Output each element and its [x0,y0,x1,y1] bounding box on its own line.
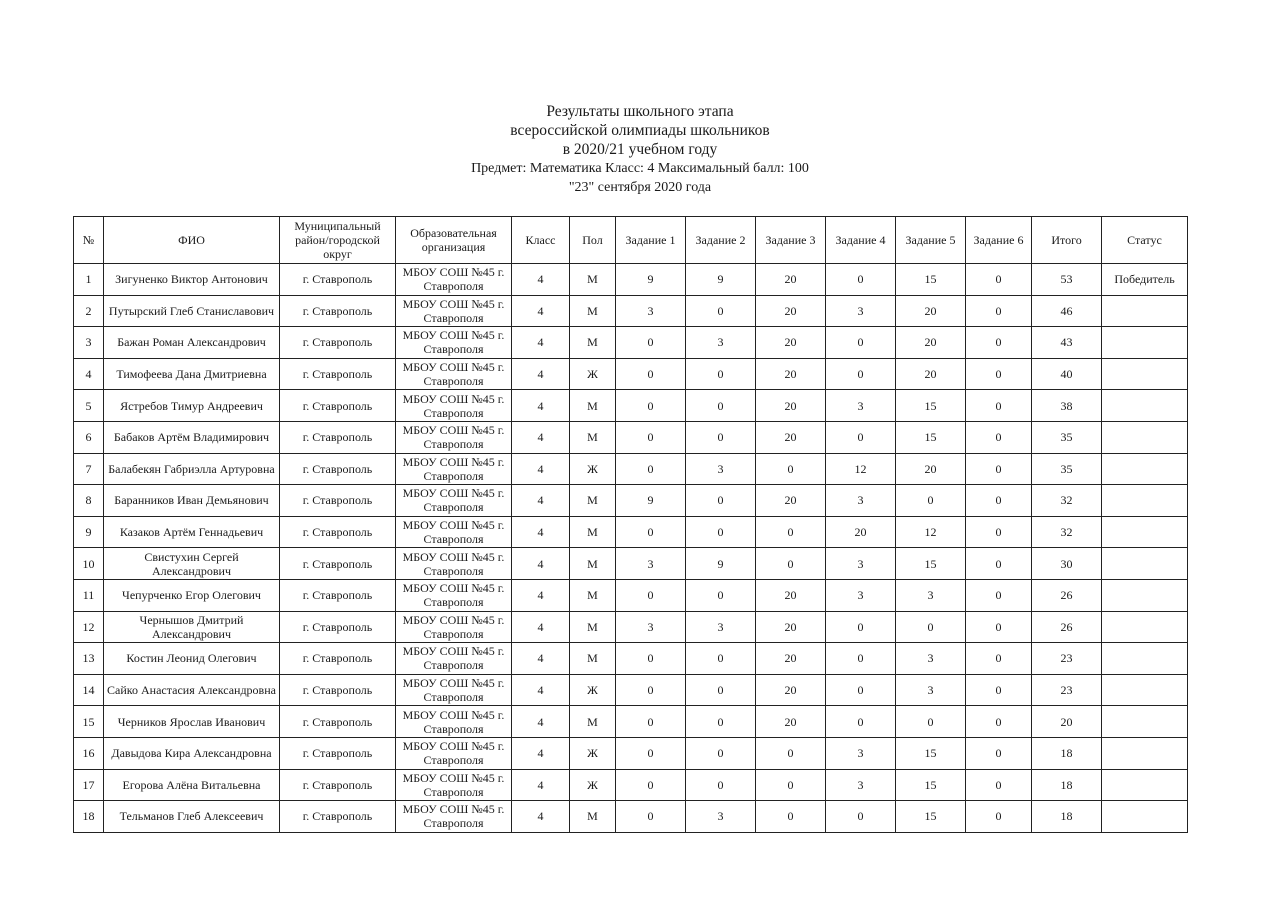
cell-number: 5 [74,390,104,422]
cell-total: 26 [1032,579,1102,611]
cell-gender: М [570,801,616,833]
cell-organization: МБОУ СОШ №45 г. Ставрополя [396,706,512,738]
column-header-task-6: Задание 6 [966,217,1032,264]
cell-task-2: 0 [686,295,756,327]
column-header-total: Итого [1032,217,1102,264]
cell-municipality: г. Ставрополь [280,421,396,453]
cell-gender: Ж [570,358,616,390]
cell-organization: МБОУ СОШ №45 г. Ставрополя [396,611,512,643]
cell-task-4: 0 [826,358,896,390]
cell-status [1102,737,1188,769]
table-row [74,390,1188,422]
cell-task-5: 15 [896,769,966,801]
cell-organization: МБОУ СОШ №45 г. Ставрополя [396,264,512,296]
table-row [74,516,1188,548]
cell-task-2: 3 [686,801,756,833]
cell-task-1: 9 [616,485,686,517]
cell-number: 6 [74,421,104,453]
cell-task-4: 0 [826,421,896,453]
cell-fio: Тельманов Глеб Алексеевич [104,801,280,833]
cell-task-3: 20 [756,264,826,296]
cell-municipality: г. Ставрополь [280,579,396,611]
cell-task-4: 12 [826,453,896,485]
cell-total: 23 [1032,674,1102,706]
cell-number: 12 [74,611,104,643]
table-row [74,327,1188,359]
cell-number: 9 [74,516,104,548]
cell-task-1: 0 [616,390,686,422]
cell-total: 18 [1032,769,1102,801]
cell-grade: 4 [512,358,570,390]
column-header-organization: Образовательная организация [396,217,512,264]
cell-status [1102,358,1188,390]
cell-task-6: 0 [966,421,1032,453]
cell-total: 40 [1032,358,1102,390]
cell-task-5: 0 [896,706,966,738]
document-header [0,102,1280,197]
cell-number: 2 [74,295,104,327]
cell-task-3: 20 [756,358,826,390]
column-header-task-5: Задание 5 [896,217,966,264]
cell-task-4: 3 [826,295,896,327]
cell-task-5: 15 [896,421,966,453]
cell-municipality: г. Ставрополь [280,485,396,517]
cell-task-1: 0 [616,516,686,548]
cell-gender: М [570,516,616,548]
cell-grade: 4 [512,453,570,485]
cell-total: 32 [1032,485,1102,517]
cell-task-1: 0 [616,737,686,769]
cell-fio: Свистухин Сергей Александрович [104,548,280,580]
column-header-task-2: Задание 2 [686,217,756,264]
cell-fio: Чернышов Дмитрий Александрович [104,611,280,643]
cell-task-6: 0 [966,453,1032,485]
cell-task-6: 0 [966,643,1032,675]
cell-total: 43 [1032,327,1102,359]
cell-task-2: 0 [686,516,756,548]
cell-grade: 4 [512,674,570,706]
cell-task-2: 0 [686,643,756,675]
cell-number: 17 [74,769,104,801]
cell-number: 18 [74,801,104,833]
cell-fio: Давыдова Кира Александровна [104,737,280,769]
cell-task-3: 0 [756,548,826,580]
cell-grade: 4 [512,548,570,580]
cell-task-2: 0 [686,674,756,706]
cell-task-2: 0 [686,706,756,738]
table-row [74,579,1188,611]
cell-gender: М [570,485,616,517]
cell-organization: МБОУ СОШ №45 г. Ставрополя [396,643,512,675]
cell-municipality: г. Ставрополь [280,295,396,327]
cell-task-3: 20 [756,674,826,706]
cell-fio: Путырский Глеб Станиславович [104,295,280,327]
cell-number: 13 [74,643,104,675]
cell-status [1102,453,1188,485]
cell-organization: МБОУ СОШ №45 г. Ставрополя [396,579,512,611]
cell-task-2: 0 [686,485,756,517]
cell-status [1102,579,1188,611]
cell-task-6: 0 [966,390,1032,422]
cell-fio: Баранников Иван Демьянович [104,485,280,517]
cell-status [1102,516,1188,548]
title-line-3: в 2020/21 учебном году [562,141,718,158]
cell-task-3: 20 [756,390,826,422]
table-row [74,421,1188,453]
cell-task-3: 20 [756,643,826,675]
cell-grade: 4 [512,485,570,517]
cell-organization: МБОУ СОШ №45 г. Ставрополя [396,358,512,390]
cell-status [1102,674,1188,706]
cell-task-5: 0 [896,485,966,517]
column-header-fio: ФИО [104,217,280,264]
cell-status [1102,801,1188,833]
cell-municipality: г. Ставрополь [280,801,396,833]
cell-organization: МБОУ СОШ №45 г. Ставрополя [396,295,512,327]
cell-task-6: 0 [966,579,1032,611]
cell-municipality: г. Ставрополь [280,264,396,296]
table-row [74,548,1188,580]
cell-task-4: 3 [826,390,896,422]
cell-task-4: 3 [826,769,896,801]
cell-fio: Зигуненко Виктор Антонович [104,264,280,296]
cell-status [1102,485,1188,517]
cell-task-5: 15 [896,264,966,296]
cell-task-5: 15 [896,801,966,833]
cell-gender: М [570,264,616,296]
cell-total: 26 [1032,611,1102,643]
cell-municipality: г. Ставрополь [280,358,396,390]
cell-task-2: 3 [686,611,756,643]
cell-gender: Ж [570,737,616,769]
cell-total: 38 [1032,390,1102,422]
cell-task-1: 0 [616,421,686,453]
cell-grade: 4 [512,769,570,801]
cell-task-6: 0 [966,674,1032,706]
cell-task-5: 12 [896,516,966,548]
cell-status [1102,643,1188,675]
cell-task-3: 20 [756,421,826,453]
cell-task-5: 3 [896,579,966,611]
cell-organization: МБОУ СОШ №45 г. Ставрополя [396,801,512,833]
cell-total: 35 [1032,453,1102,485]
cell-task-1: 3 [616,611,686,643]
cell-grade: 4 [512,737,570,769]
cell-total: 35 [1032,421,1102,453]
cell-gender: М [570,579,616,611]
cell-task-5: 15 [896,390,966,422]
column-header-municipality: Муниципальный район/городской округ [280,217,396,264]
cell-task-5: 15 [896,737,966,769]
cell-total: 18 [1032,801,1102,833]
cell-status [1102,706,1188,738]
cell-task-2: 9 [686,548,756,580]
cell-number: 8 [74,485,104,517]
cell-task-1: 3 [616,548,686,580]
cell-task-5: 3 [896,643,966,675]
cell-task-6: 0 [966,327,1032,359]
cell-number: 3 [74,327,104,359]
cell-organization: МБОУ СОШ №45 г. Ставрополя [396,327,512,359]
cell-task-5: 3 [896,674,966,706]
table-row [74,674,1188,706]
cell-task-4: 3 [826,579,896,611]
cell-grade: 4 [512,327,570,359]
cell-fio: Тимофеева Дана Дмитриевна [104,358,280,390]
cell-task-5: 0 [896,611,966,643]
cell-task-4: 20 [826,516,896,548]
cell-organization: МБОУ СОШ №45 г. Ставрополя [396,453,512,485]
cell-total: 46 [1032,295,1102,327]
cell-task-4: 0 [826,643,896,675]
table-row [74,295,1188,327]
cell-fio: Черников Ярослав Иванович [104,706,280,738]
cell-gender: М [570,548,616,580]
cell-task-4: 3 [826,485,896,517]
cell-organization: МБОУ СОШ №45 г. Ставрополя [396,737,512,769]
cell-task-3: 0 [756,801,826,833]
cell-fio: Костин Леонид Олегович [104,643,280,675]
cell-gender: М [570,706,616,738]
cell-fio: Бабаков Артём Владимирович [104,421,280,453]
cell-task-4: 0 [826,674,896,706]
cell-gender: Ж [570,769,616,801]
table-row [74,643,1188,675]
cell-task-2: 0 [686,421,756,453]
cell-organization: МБОУ СОШ №45 г. Ставрополя [396,390,512,422]
cell-task-6: 0 [966,295,1032,327]
cell-gender: М [570,295,616,327]
cell-fio: Егорова Алёна Витальевна [104,769,280,801]
table-row [74,358,1188,390]
cell-fio: Бажан Роман Александрович [104,327,280,359]
table-row [74,453,1188,485]
cell-status [1102,327,1188,359]
cell-task-1: 0 [616,643,686,675]
cell-total: 18 [1032,737,1102,769]
cell-fio: Сайко Анастасия Александровна [104,674,280,706]
cell-status [1102,769,1188,801]
column-header-task-1: Задание 1 [616,217,686,264]
cell-total: 20 [1032,706,1102,738]
cell-status [1102,390,1188,422]
cell-municipality: г. Ставрополь [280,453,396,485]
cell-number: 7 [74,453,104,485]
cell-number: 10 [74,548,104,580]
cell-task-1: 0 [616,453,686,485]
cell-number: 15 [74,706,104,738]
cell-status [1102,611,1188,643]
cell-task-1: 0 [616,327,686,359]
cell-task-6: 0 [966,801,1032,833]
cell-task-1: 0 [616,674,686,706]
cell-task-3: 20 [756,295,826,327]
cell-municipality: г. Ставрополь [280,769,396,801]
cell-grade: 4 [512,579,570,611]
cell-fio: Балабекян Габриэлла Артуровна [104,453,280,485]
cell-task-4: 0 [826,611,896,643]
cell-gender: М [570,643,616,675]
cell-number: 11 [74,579,104,611]
cell-task-4: 3 [826,737,896,769]
cell-grade: 4 [512,706,570,738]
cell-task-5: 20 [896,295,966,327]
cell-municipality: г. Ставрополь [280,643,396,675]
cell-task-5: 20 [896,358,966,390]
date-line: "23" сентября 2020 года [568,180,712,195]
cell-task-1: 0 [616,358,686,390]
cell-fio: Ястребов Тимур Андреевич [104,390,280,422]
column-header-task-4: Задание 4 [826,217,896,264]
cell-number: 14 [74,674,104,706]
cell-task-1: 0 [616,769,686,801]
cell-municipality: г. Ставрополь [280,706,396,738]
table-row [74,801,1188,833]
cell-grade: 4 [512,643,570,675]
title-line-2: всероссийской олимпиады школьников [510,122,770,139]
cell-task-1: 0 [616,579,686,611]
cell-task-6: 0 [966,611,1032,643]
cell-task-6: 0 [966,548,1032,580]
cell-task-3: 20 [756,706,826,738]
cell-task-4: 0 [826,801,896,833]
cell-task-2: 0 [686,769,756,801]
cell-total: 30 [1032,548,1102,580]
cell-status: Победитель [1102,264,1188,296]
cell-status [1102,295,1188,327]
cell-task-3: 20 [756,611,826,643]
cell-organization: МБОУ СОШ №45 г. Ставрополя [396,548,512,580]
cell-task-2: 0 [686,579,756,611]
cell-gender: Ж [570,674,616,706]
cell-task-4: 0 [826,327,896,359]
cell-task-4: 0 [826,706,896,738]
cell-organization: МБОУ СОШ №45 г. Ставрополя [396,769,512,801]
cell-task-2: 0 [686,737,756,769]
cell-grade: 4 [512,295,570,327]
cell-task-3: 20 [756,579,826,611]
cell-status [1102,421,1188,453]
cell-task-3: 20 [756,485,826,517]
cell-gender: Ж [570,453,616,485]
cell-municipality: г. Ставрополь [280,390,396,422]
cell-task-1: 3 [616,295,686,327]
column-header-task-3: Задание 3 [756,217,826,264]
cell-task-2: 3 [686,327,756,359]
cell-grade: 4 [512,516,570,548]
cell-grade: 4 [512,801,570,833]
table-row [74,769,1188,801]
column-header-grade: Класс [512,217,570,264]
cell-task-2: 0 [686,358,756,390]
table-row [74,611,1188,643]
cell-total: 53 [1032,264,1102,296]
cell-task-5: 20 [896,453,966,485]
cell-municipality: г. Ставрополь [280,327,396,359]
table-row [74,485,1188,517]
cell-task-1: 9 [616,264,686,296]
cell-task-6: 0 [966,485,1032,517]
table-row [74,706,1188,738]
cell-task-6: 0 [966,358,1032,390]
cell-organization: МБОУ СОШ №45 г. Ставрополя [396,516,512,548]
cell-municipality: г. Ставрополь [280,548,396,580]
cell-task-6: 0 [966,737,1032,769]
cell-task-6: 0 [966,264,1032,296]
cell-gender: М [570,327,616,359]
cell-number: 4 [74,358,104,390]
cell-gender: М [570,390,616,422]
title-line-1: Результаты школьного этапа [546,103,734,120]
cell-task-3: 20 [756,327,826,359]
cell-fio: Казаков Артём Геннадьевич [104,516,280,548]
cell-grade: 4 [512,421,570,453]
cell-task-6: 0 [966,516,1032,548]
cell-total: 23 [1032,643,1102,675]
cell-task-5: 15 [896,548,966,580]
cell-task-2: 9 [686,264,756,296]
cell-organization: МБОУ СОШ №45 г. Ставрополя [396,421,512,453]
table-body [74,264,1188,833]
cell-gender: М [570,421,616,453]
cell-status [1102,548,1188,580]
cell-municipality: г. Ставрополь [280,516,396,548]
cell-task-2: 0 [686,390,756,422]
cell-gender: М [570,611,616,643]
cell-municipality: г. Ставрополь [280,674,396,706]
cell-task-3: 0 [756,769,826,801]
cell-task-4: 0 [826,264,896,296]
cell-organization: МБОУ СОШ №45 г. Ставрополя [396,674,512,706]
cell-grade: 4 [512,611,570,643]
table-header [74,217,1188,264]
cell-task-3: 0 [756,516,826,548]
table-row [74,264,1188,296]
cell-task-3: 0 [756,453,826,485]
cell-municipality: г. Ставрополь [280,611,396,643]
cell-task-5: 20 [896,327,966,359]
table-row [74,737,1188,769]
cell-organization: МБОУ СОШ №45 г. Ставрополя [396,485,512,517]
cell-task-1: 0 [616,706,686,738]
cell-municipality: г. Ставрополь [280,737,396,769]
column-header-status: Статус [1102,217,1188,264]
cell-task-1: 0 [616,801,686,833]
cell-task-6: 0 [966,769,1032,801]
cell-number: 16 [74,737,104,769]
cell-task-4: 3 [826,548,896,580]
cell-task-2: 3 [686,453,756,485]
header-row [74,217,1188,264]
cell-total: 32 [1032,516,1102,548]
subject-line: Предмет: Математика Класс: 4 Максимальный балл: 100 [471,161,809,176]
cell-fio: Чепурченко Егор Олегович [104,579,280,611]
column-header-gender: Пол [570,217,616,264]
column-header-number: № [74,217,104,264]
cell-task-6: 0 [966,706,1032,738]
cell-grade: 4 [512,390,570,422]
cell-grade: 4 [512,264,570,296]
cell-number: 1 [74,264,104,296]
results-table [73,216,1188,833]
cell-task-3: 0 [756,737,826,769]
